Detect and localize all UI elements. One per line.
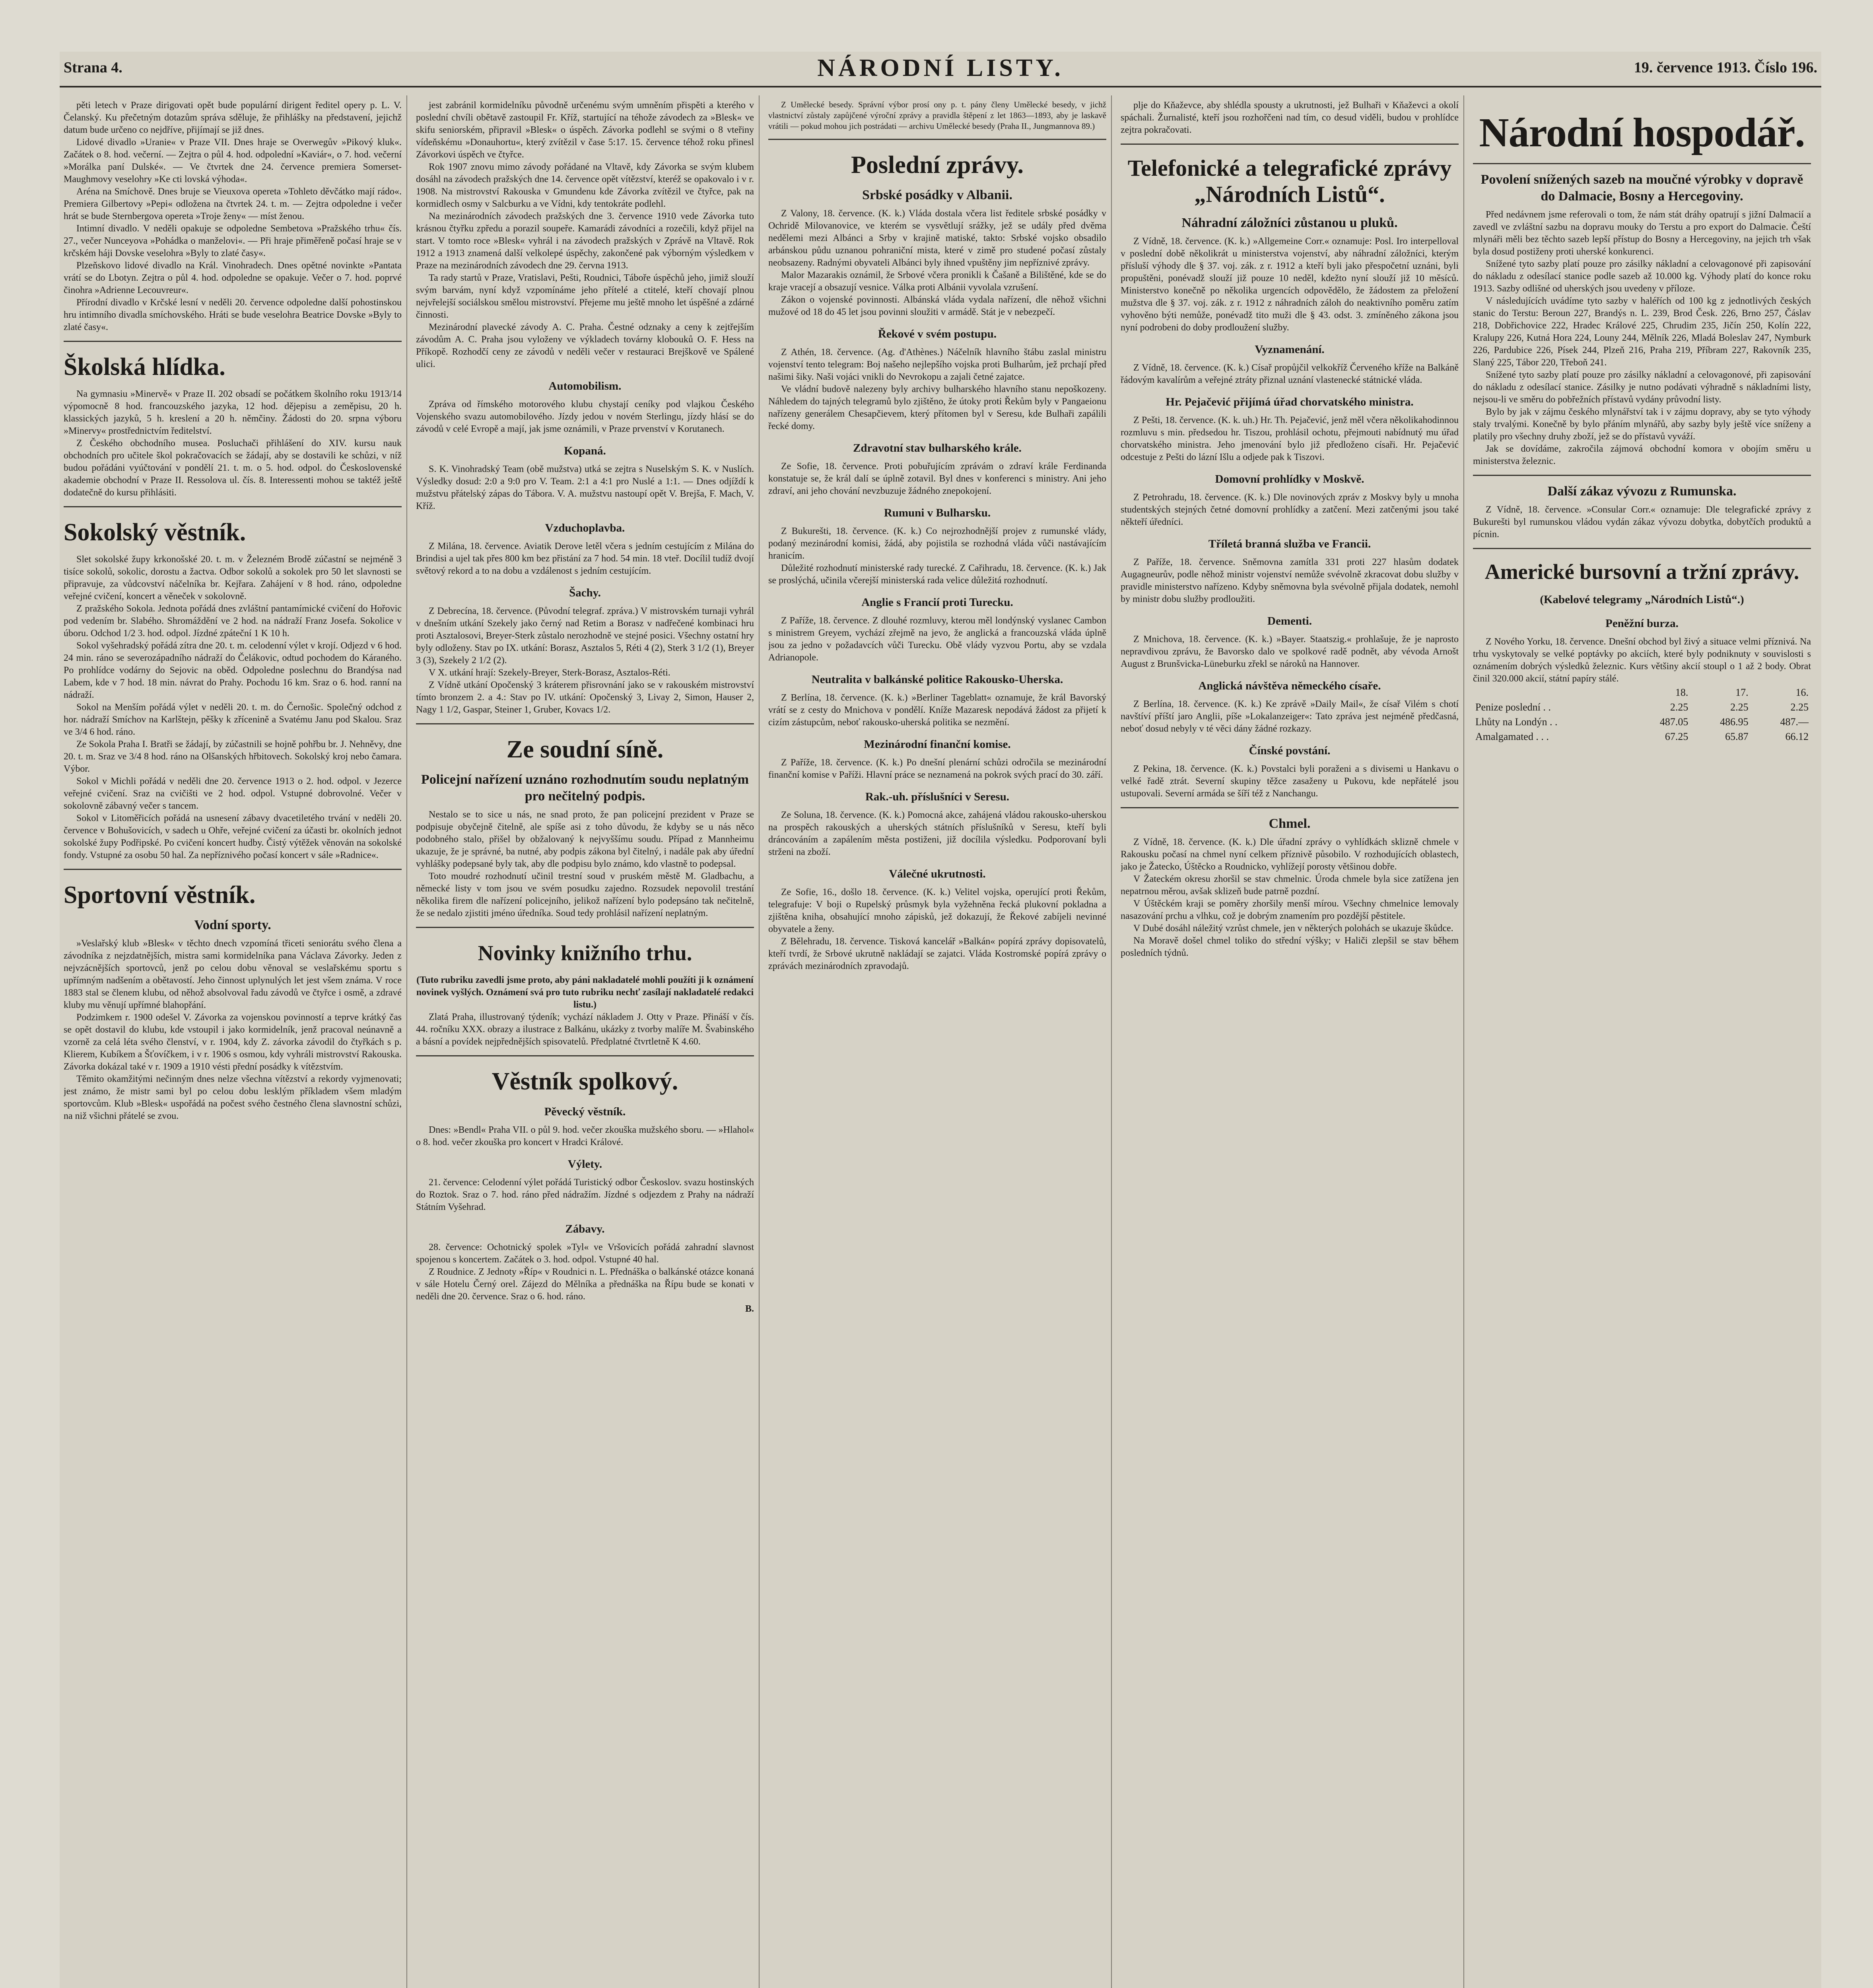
page-number: Strana 4.: [64, 59, 122, 76]
article-text: »Veslařský klub »Blesk« v těchto dnech vzpomíná třiceti seniorátu svého člena a závodníka z nejzdatnějších, mistra sami kormidelníka pana Václava Závorky. Jeden z nejvzácnějších sportovců, jenž po celou dobu věnoval se veslařskému sportu s upřímným nadšením a obětavostí. Jeho činnost uplynulých let jest všem známa. V roce 1883 stal se členem klubu, od něhož absolvoval řadu závodů ve čtyřce i osmě, a zdravé kluby mu věnují upřímné blahopřání.: [64, 938, 402, 1010]
article-text: Sokol v Litoměřicích pořádá na usnesení zábavy dvacetiletého trvání v neděli 20. července v Bohušovicích, v sadech u Ohře, veřejné cvičení za účasti br. okolních jednot sokolské župy Podřipské. Po cvičení koncert hudby. Čistý výtěžek věnován na sokolské fondy. Vstupné za osobu 50 hal. Za nepříznivého počasí koncert v sále »Radnice«.: [64, 813, 402, 860]
column-divider: [759, 95, 760, 1988]
page-header: [60, 52, 1821, 87]
article-text: Lidové divadlo »Uranie« v Praze VII. Dnes hraje se Overwegův »Pikový kluk«. Začátek o 8. hod. večerní. — Zejtra o půl 4. hod. odpolední »Kaviár«, o 7. hod. večerní »Morálka paní Dulské«. — Ve čtvrtek dne 24. července premiera Somerset-Maughmovy veselohry »Ke cti lovská výhoda«.: [64, 137, 402, 184]
column-divider: [1111, 95, 1112, 1988]
issue-date: 19. července 1913. Číslo 196.: [1634, 59, 1817, 76]
subheading: Policejní nařízení uznáno rozhodnutím soudu neplatným pro nečitelný podpis.: [421, 772, 749, 804]
column-4: [1121, 99, 1459, 1988]
article-text: V Úštěckém kraji se poměry zhoršily menší mírou. Všechny chmelnice lemovaly nasazování prchu a vlhku, což je dobrým znamením pro pozdější pěstitele.: [1121, 899, 1459, 921]
article-text: Dnes: »Bendl« Praha VII. o půl 9. hod. večer zkouška mužského sboru. — »Hlahol« o 8. hod. večer zkouška pro koncert v Hradci Králové.: [416, 1125, 754, 1147]
subheading: Vodní sporty.: [194, 918, 271, 932]
subheading: Zdravotní stav bulharského krále.: [853, 442, 1022, 454]
section-rule: [416, 1055, 754, 1056]
article-text: Z Vídně, 18. července. (K. k.) »Allgemeine Corr.« oznamuje: Posl. Iro interpelloval v poslední době několikrát u ministerstva vojenství, aby náhradní záložníci, kterým přísluší výhody dle § 37. voj. zák. z r. 1912 a kteří byli jako přespočetní uznáni, byli propuštěni, ponévadž slouží již pouze 10 neděl, kdežto nyní slouží již 10 měsíců. Ministerstvo konečně po několika urgencích odpovědělo, že žádostem za přeložení mužstva dle § 37. voj. zák. z r. 1912 z náhradních záloh do neaktivního poměru zatím vyhověno býti nemůže, ponévadž tito muži dle § 43. odst. 3. zmíněného zákona jsou nyní podrobeni do doby prodloužení služby.: [1121, 236, 1459, 333]
newspaper-page: [60, 52, 1821, 1988]
article-text: Z Berlína, 18. července. (K. k.) »Berliner Tageblatt« oznamuje, že král Bavorský vrátí se z cesty do Mnichova v pondělí. Kníže Mazaresk nepodává žádost za přijetí k cizím zástupcům, neboť rakousko-uherská politika se nezmění.: [768, 693, 1106, 728]
subheading: Dementi.: [1267, 615, 1312, 627]
article-text: Zlatá Praha, illustrovaný týdeník; vychází nákladem J. Otty v Praze. Přináší v čís. 44. ročníku XXX. obrazy a ilustrace z Balkánu, ukázky z tvorby malíře M. Švabinského a básní a povídek nejpřednějších spisovatelů. Předplatné čtvrtletně K 4.60.: [416, 1012, 754, 1047]
article-text: Jak se dovídáme, zakročila zájmová obchodní komora v obojím směru u ministerstva železnic.: [1473, 444, 1811, 466]
article-text: jest zabránil kormidelníku původně určenému svým umněním přispěti a kterého v poslední chvíli obětavě zastoupil Fr. Kříž, startující na téhože závodech za »Blesk« ve skifu seniorském, připravil »Blesk« o úspěch. Závorka podlehl se svými o 8 vteřiny vídeňskému »Donauhortu«, který zvítězil v čase 5:17. 15. července téhož roku přinesl Závorkovi úspěch ve čtyřce.: [416, 100, 754, 160]
section-heading-clubs: Věstník spolkový.: [492, 1068, 678, 1095]
table-cell: 65.87: [1725, 731, 1749, 742]
subheading: Mezinárodní finanční komise.: [864, 738, 1011, 751]
article-text: V následujících uvádíme tyto sazby v haléřích od 100 kg z jednotlivých českých stanic do Terstu: Beroun 227, Brandýs n. L. 239, Brod Česk. 226, Brno 257, Čáslav 218, Dobřichovice 222, Hradec Králové 225, Chrudim 235, Jičín 250, Kolín 222, Kralupy 226, Kutná Hora 224, Louny 244, Mělník 226, Mladá Boleslav 247, Nymburk 226, Pardubice 226, Písek 244, Plzeň 216, Praha 219, Příbram 227, Rakovník 235, Slaný 225, Tábor 220, Třeboň 241.: [1473, 296, 1811, 368]
header-rule: [60, 86, 1821, 87]
article-text: Na gymnasiu »Minervě« v Praze II. 202 obsadí se počátkem školního roku 1913/14 výpomocně 8 hod. francouzského jazyka, 12 hod. dějepisu a zeměpisu, 20 h. klassických jazyků, 5 h. kreslení a 20 h. němčiny. Žádosti do 20. srpna výboru »Minervy« prostřednictvím ředitelství.: [64, 389, 402, 436]
article-text: Sokol vyšehradský pořádá zítra dne 20. t. m. celodenní výlet v krojí. Odjezd v 6 hod. 24 min. ráno se severozápadního nádraží do Čelákovic, odtud pochodem do Káraného. Po prohlídce vodárny do Sejovic na oběd. Odpoledne poslechnu do Brandýsa nad Labem, kde v 7 hod. 18 min. návrat do Prahy. Pochodu 16 km. Sraz o 6. hod. ranní na nádraží.: [64, 641, 402, 700]
article-text: Sokol v Michli pořádá v neděli dne 20. července 1913 o 2. hod. odpol. v Jezerce veřejné cvičení. Sraz na cvičišti ve 2 hod. odpol. Vstupné dobrovolné. Večer v sokolovně zábavný večer s tancem.: [64, 776, 402, 811]
article-text: (Tuto rubriku zavedli jsme proto, aby páni nakladatelé mohli použíti ji k oznámení novinek vyšlých. Oznámení svá pro tuto rubriku nechť zasílají nakladatelé redakci listu.): [416, 975, 754, 1010]
subheading: Vyznamenání.: [1255, 343, 1325, 356]
article-text: Nestalo se to sice u nás, ne snad proto, že pan policejní prezident v Praze se podpisuje obyčejně čitelně, ale spíše asi z toho důvodu, že kdyby se u nás něco podobného stalo, přišel by obžalovaný k nejvyššímu soudu. Případ z Mannheimu ukazuje, že je správné, ba nutné, aby podpis zákona byl čitelný, i nadále pak aby úřední vyhlášky podepsané byly tak, aby dle podpisu bylo známo, kdo vlastně to podepsal.: [416, 810, 754, 869]
section-rule: [1473, 475, 1811, 476]
column-1: [64, 99, 402, 1988]
article-text: Z Nového Yorku, 18. července. Dnešní obchod byl živý a situace velmi příznivá. Na trhu vyskytovaly se velké poptávky po akciích, které byly podniknuty v souvislosti s oznámením dobrých výsledků železnic. Kurs většiny akcií stoupl o 1 až 2 body. Obrat činil 320.000 akcií, státní papíry stálé.: [1473, 637, 1811, 684]
article-text: Ze Sokola Praha I. Bratři se žádají, by zúčastnili se hojně pohřbu br. J. Nehněvy, dne 20. t. m. Sraz ve 3/4 8 hod. ráno na Olšanských hřbitovech. Sokolský kroj nebo čamara. Výbor.: [64, 739, 402, 774]
article-text: Před nedávnem jsme referovali o tom, že nám stát dráhy opatrují s jižní Dalmacií a zavedl ve zvláštní sazbu na dopravu mouky do Terstu a pro export do Dalmacie. Čeští mlynáři měli bez těchto sazeb lepší přístup do Bosny a Hercegoviny, na jejich trh však byla dosud postiženy proti uherské konkurenci.: [1473, 210, 1811, 257]
subheading: Další zákaz vývozu z Rumunska.: [1547, 484, 1737, 499]
article-text: Bylo by jak v zájmu českého mlynářství tak i v zájmu dopravy, aby se tyto výhody staly trvalými. Konečně by bylo přáním mlynářů, aby sazby byly ještě více sníženy a platily pro všechny druhy zboží, jež se do přístavů vyváží.: [1473, 407, 1811, 442]
article-text: Důležité rozhodnutí ministerské rady turecké. Z Cařihradu, 18. července. (K. k.) Jak se proslýchá, učinila včerejší ministerská rada velice důležitá rozhodnutí.: [768, 563, 1106, 586]
subheading: Výlety.: [567, 1158, 602, 1171]
subheading: Neutralita v balkánské politice Rakousko-Uherska.: [811, 673, 1063, 686]
article-text: Z pražského Sokola. Jednota pořádá dnes zvláštní pantamímické cvičení do Hořovic pod vedením br. Slabého. Shromáždění ve 2 hod. na nádraží Franz Josefa. Sokolice v úboru. Odchod 1/2 3. hod. odpol. Jízdné zpáteční 1 K 10 h.: [64, 604, 402, 639]
article-text: Podzimkem r. 1900 odešel V. Závorka za vojenskou povinností a teprve krátký čas se opět dostavil do klubu, kde vstoupil i jako kormidelník, jenž pracoval neúnavně a vzorně za celá léta svého členství, v r. 1904, kdy Z. závorka závodil do čtyřkách s p. Klierem, Kubíkem a Šťovíčkem, i v r. 1906 s osmou, kdy vyhráli mistrovství Rakouska. Závorka dokázal také v r. 1909 a 1910 vésti přední posádky k vítězstvím.: [64, 1012, 402, 1072]
article-text: Snížené tyto sazby platí pouze pro zásilky nákladní a celovagonové, při zapisování do nákladu z odesílací stanice. Zásilky je nutno podávati výhradně s nákladními listy, nejsou-li ve směru do pobřežních přístavů vydány průvodní listy.: [1473, 370, 1811, 405]
section-heading-american-exchange: Americké bursovní a tržní zprávy.: [1484, 560, 1799, 584]
subheading: Šachy.: [569, 586, 601, 599]
section-rule: [416, 927, 754, 928]
table-row: [1473, 700, 1811, 714]
subheading: Kopaná.: [564, 445, 606, 457]
article-text: Z Milána, 18. července. Aviatik Derove letěl včera s jedním cestujícím z Milána do Brindisi a ujel tak přes 800 km bez přistání za 7 hod. 54 min. 18 vteř. Docílil tudíž dvojí světový rekord a to na dobu a vzdálenost s jedním cestujícím.: [416, 541, 754, 576]
article-text: Z Vídně, 18. července. (K. k.) Dle úřadní zprávy o vyhlídkách sklizně chmele v Rakousku počasí na chmel nyní celkem příznivě působilo. V rozhodujících oblastech, jako je Žatecko, Úštěcko a Roudnicko, vyhlížejí porosty většinou dobře.: [1121, 837, 1459, 872]
subheading: Vzduchoplavba.: [545, 522, 625, 534]
subheading: (Kabelové telegramy „Národních Listů“.): [1540, 593, 1744, 606]
article-text: Ve vládní budově nalezeny byly archivy bulharského hlavního stanu nepoškozeny. Náhledem do tajných telegramů bylo zjištěno, že útoky proti Řekům byly v Pangaeionu nařízeny generálem Chesapčievem, který přítomen byl v Seresu, kde Bulhaři zapálili řecké domy.: [768, 384, 1106, 431]
article-text: 21. července: Celodenní výlet pořádá Turistický odbor Českoslov. svazu hostinských do Roztok. Sraz o 7. hod. ráno před nádražím. Jízdné s odjezdem z Prahy na nádraží Státním Vyšehrad.: [416, 1177, 754, 1212]
article-text: Z Debrecína, 18. července. (Původní telegraf. zpráva.) V mistrovském turnaji vyhrál v dnešním utkání Szekely jako černý nad Retim a Borasz v nadřečené kombinaci hru proti Asztalosovi, Breyer-Sterk zůstalo nerozhodně ve stejné posici. Všechny ostatní hry byly odloženy. Stav po IX. utkání: Borasz, Asztalos 5, Réti 4 (2), Sterk 3 1/2 (1), Breyer 3 (3), Szekely 2 1/2 (2).: [416, 606, 754, 666]
table-cell: 487.05: [1659, 716, 1688, 728]
article-text: plje do Kňaževce, aby shlédla spousty a ukrutnosti, jež Bulhaři v Kňaževci a okolí spáchali. Žurnalisté, kteří jsou rozhořčeni nad tím, co desud viděli, budou v prohlídce zejtra pokračovati.: [1121, 100, 1459, 135]
article-text: Toto moudré rozhodnutí učinil trestní soud v pruském městě M. Gladbachu, a německé listy v tom jsou ve svém posudku zajedno. Rozsudek nepovolil trestání několika firem dle nařízení policejního, jelikož nařízení bylo podepsáno tak nečitelně, že se nedalo zjistiti jméno úředníka. Soud tedy prohlásil nařízení neplatným.: [416, 871, 754, 918]
article-text: Na Moravě došel chmel toliko do střední výšky; v Haliči zlepšil se stav během posledních týdnů.: [1121, 936, 1459, 958]
article-text: Sokol na Menším pořádá výlet v neděli 20. t. m. do Černošic. Společný odchod z hor. nádraží Smíchov na Karlštejn, pěšky k zřícenině a Svatému Janu pod Skalou. Sraz ve 3/4 6 hod. ráno.: [64, 702, 402, 737]
article-text: Snížené tyto sazby platí pouze pro zásilky nákladní a celovagonové při zapisování do nákladu z odesílací stanice podle sazeb až 10.000 kg. Výhody platí do konce roku 1913. Sazby odlišné od uherských jsou uvedeny v příloze.: [1473, 259, 1811, 294]
section-rule: [64, 506, 402, 507]
article-text: Z Paříže, 18. července. Sněmovna zamítla 331 proti 227 hlasům dodatek Augagneurův, podle něhož ministr vojenství nemůže svévolně zkracovat dobu služby v pravidle ministerstvo nařízeno. Kdyby sněmovna byla svévolně přijala dodatek, nemohl by ministr dobu služby prodloužiti.: [1121, 557, 1459, 604]
column-2: [416, 99, 754, 1988]
article-text: Ze Sofie, 18. července. Proti pobuřujícím zprávám o zdraví krále Ferdinanda konstatuje se, že král dalí se úplně zotavil. Byl dnes v konferenci s ministry. Ani jeho zdraví, ani jeho chování nevzbuzuje žádného znepokojení.: [768, 461, 1106, 496]
section-heading-court: Ze soudní síně.: [506, 736, 664, 763]
subheading: Peněžní burza.: [1605, 617, 1679, 630]
subheading: Hr. Pejačević přijímá úřad chorvatského ministra.: [1166, 396, 1414, 408]
section-heading-sport: Sportovní věstník.: [64, 881, 256, 909]
article-text: Z Bělehradu, 18. července. Tisková kancelář »Balkán« popírá zprávy dopisovatelů, kteří tvrdí, že Srbové ukrutně nakládají se zajatci. Vláda Kostromské popírá zprávy o zprávách mezinárodních zpravodajů.: [768, 936, 1106, 971]
masthead: NÁRODNÍ LISTY.: [817, 54, 1064, 82]
section-heading-books: Novinky knižního trhu.: [478, 941, 692, 965]
article-text: Z Umělecké besedy. Správní výbor prosí ony p. t. pány členy Umělecké besedy, v jichž vlastnictví zůstaly zapůjčené výroční zprávy a pravidla štěpení z let 1863—1893, aby je laskavě vrátili — pokud mohou jich postrádati — archivu Umělecké besedy (Praha II., Jungmannova 89.): [768, 100, 1106, 131]
subheading: Anglická návštěva německého císaře.: [1198, 679, 1381, 692]
subheading: Povolení snížených sazeb na moučné výrobky v dopravě do Dalmacie, Bosny a Hercegoviny.: [1481, 172, 1803, 204]
article-text: Na mezinárodních závodech pražských dne 3. července 1910 vede Závorka tuto krásnou čtyřku zpředu a porazil soupeře. Kamarádi závodníci a rozečili, když přijel na start. V tomto roce »Blesk« vyhrál i na závodech pražských v Zprávě na Vltavě. Rok 1912 a 1913 znamená další velkolepé úspěchy, zakončené pak výborným výsledkem v Praze na mezinárodních závodech dne 29. června 1913.: [416, 211, 754, 271]
article-text: Rok 1907 znovu mimo závody pořádané na Vltavě, kdy Závorka se svým klubem dosáhl na závodech pražských dne 14. července opět vítězství, kteréž se opakovalo i v r. 1908. Na mistrovství Rakouska v Gmundenu kde Závorka zvítězil ve čtyřce, pak na kormidlech osmy v Salcburku a ve Vídni, kdy tentokráte podlehl.: [416, 162, 754, 209]
column-divider: [1463, 95, 1464, 1988]
subheading: Náhradní záložníci zůstanou u pluků.: [1181, 215, 1398, 230]
article-text: Z Vídně, 18. července. (K. k.) Císař propůjčil velkokříž Červeného kříže na Balkáně řádovým kavalírům a veřejné ztráty přiznal uznání vlastenecké státnické vláda.: [1121, 363, 1459, 385]
section-heading-economy: Národní hospodář.: [1479, 110, 1805, 155]
article-text: V X. utkání hrají: Szekely-Breyer, Sterk-Borasz, Asztalos-Réti.: [429, 668, 670, 678]
article-text: Z Vídně utkání Opočenský 3 kráterem přisrovnání jako se v rakouském mistrovství tímto bronzem 2. a 4.: Stav po IV. utkání: Opočenský 3, Livay 2, Simon, Hauser 2, Nagy 1 1/2, Gaspar, Steiner 1, Gruber, Kovacs 1/2.: [416, 680, 754, 715]
table-header-cell: 18.: [1675, 687, 1688, 698]
article-text: Zpráva od římského motorového klubu chystají ceníky pod vlajkou Českého Vojenského svazu automobilového. Jízdy jedou v novém Sterlingu, jízdy hlásí se do závodů v celé Evropě a mají, jak jsme oznámili, v Praze prvenství v Korutanech.: [416, 399, 754, 434]
table-cell: 487.—: [1780, 716, 1809, 728]
subheading: Rumuni v Bulharsku.: [884, 507, 991, 519]
subheading: Pěvecký věstník.: [544, 1105, 626, 1118]
subheading: Automobilism.: [548, 380, 622, 392]
table-cell: 66.12: [1785, 731, 1809, 742]
section-rule: [1121, 144, 1459, 145]
section-heading-last-news: Poslední zprávy.: [851, 151, 1024, 179]
article-text: Z Valony, 18. července. (K. k.) Vláda dostala včera list ředitele srbské posádky v Ochridě Milovanovice, ve kterém se vysvětlují srážky, jež se udály před dvěma nedělemi mezi Albánci a Srby v krajině matiské, takto: Srbské vojsko obsadilo arbánskou půdu uznanou pohraniční mista, které v zimě pro studené počasí zůstaly neobsazeny. Radnými obyvateli Albánci byly ihned vpuštěny jim nepříznivé zprávy.: [768, 208, 1106, 268]
column-5: [1473, 99, 1811, 1988]
article-text: Intimní divadlo. V neděli opakuje se odpoledne Sembetova »Pražského trhu« čís. 27., večer Nunceyova »Pohádka o manželovi«. — Při hraje přiměřeně počasí hraje se v krčském háji Dovske veselohra »Byly to zlaté časy«.: [64, 223, 402, 258]
subheading: Chmel.: [1269, 816, 1311, 831]
subheading: Tříletá branná služba ve Francii.: [1208, 538, 1371, 550]
subheading: Čínské povstání.: [1249, 744, 1331, 757]
article-text: Z Paříže, 18. července. (K. k.) Po dnešní plenární schůzi odročila se mezinárodní finanční komise v Paříži. Hlavní práce se neznamená na pokrok svých prací do 30. září.: [768, 757, 1106, 780]
table-cell: 486.95: [1720, 716, 1749, 728]
section-rule: [1473, 163, 1811, 164]
section-heading-school: Školská hlídka.: [64, 353, 225, 381]
article-text: Z Petrohradu, 18. července. (K. k.) Dle novinových zpráv z Moskvy byly u mnoha studentských stejných četné domovní prohlídky a zatčení. Mezi zatčenými jsou také někteří úředníci.: [1121, 492, 1459, 527]
article-text: S. K. Vinohradský Team (obě mužstva) utká se zejtra s Nuselským S. K. v Nuslích. Výsledky dosud: 2:0 a 9:0 pro V. Team. 2:1 a 4:1 pro Nuslé a 1:1. — Dnes odjíždí k mužstvu přátelský zápas do Tábora. V. A. mužstvu nastoupí opět V. Brejša, F. Mach, V. Kříž.: [416, 464, 754, 511]
section-rule: [416, 723, 754, 724]
article-text: Z Pekina, 18. července. (K. k.) Povstalci byli poraženi a s divisemi u Hankavu o velké řadě ztrát. Severní skupiny těžce zasaženy u Pukovu, kde nepřátelé jsou ustupovali. Severní armáda se šíří též z Nanchangu.: [1121, 764, 1459, 799]
article-text: V Dubé dosáhl náležitý vzrůst chmele, jen v některých polohách se ukazuje škůdce.: [1133, 923, 1453, 934]
article-text: Z Českého obchodního musea. Posluchači přihlášení do XIV. kursu nauk obchodních pro učitele škol pokračovacích se žádají, aby se dostavili ke schůzi, v níž budou pořádáni vyúčtování v pondělí 21. t. m. o 5. hod. odpol. do Československé akademie obchodní v Praze II. Ressolova ul. čís. 8. Interessenti mohou se taktéž ještě dodatečně do kursu přihlásiti.: [64, 438, 402, 498]
table-cell: Penize poslední . .: [1475, 701, 1551, 713]
article-text: Zákon o vojenské povinnosti. Albánská vláda vydala nařízení, dle něhož všichni mužové od 18 do 45 let jsou povinni sloužiti v armádě. Stát je v nebezpečí.: [768, 295, 1106, 317]
column-divider: [406, 95, 407, 1988]
article-text: Mezinárodní plavecké závody A. C. Praha. Čestné odznaky a ceny k zejtřejším závodům A. C. Praha jsou vyloženy ve výkladech továrny klobouků O. F. Hess na Příkopě. Rozhodčí ceny ze závodů v neděli večer v restauraci Brejškově ve Spálené ulici.: [416, 322, 754, 369]
article-text: Z Bukurešti, 18. července. (K. k.) Co nejrozhodnější projev z rumunské vlády, podaný mezinárodní komisi, žádá, aby pojistila se rozhodná vláda vůči nastávajícím hranicím.: [768, 526, 1106, 561]
subheading: Rak.-uh. příslušníci v Seresu.: [865, 790, 1010, 803]
article-text: Z Mnichova, 18. července. (K. k.) »Bayer. Staatszig.« prohlašuje, že je naprosto nepravdivou zprávu, že Bavorsko dalo ve spolkové radě podnět, aby vévoda Arnošt August z Brunšvicka-Lüneburku zřekl se nároků na Hannover.: [1121, 634, 1459, 669]
table-cell: 67.25: [1665, 731, 1688, 742]
article-text: Slet sokolské župy krkonošské 20. t. m. v Železném Brodě zúčastní se nejméně 3 tisíce sokolů, sokolic, dorostu a žactva. Odbor sokolů a sokolek pro 50 let slavnosti se připravuje, za vůdcovství náčelníka br. Kejřara. Zahájení v 8 hod. ráno, odpoledne veřejné cvičení, koncert a věneček v sokolovně.: [64, 554, 402, 602]
article-text: 28. července: Ochotnický spolek »Tyl« ve Vršovicích pořádá zahradní slavnost spojenou s koncertem. Začátek o 3. hod. odpol. Vstupné 40 hal.: [416, 1242, 754, 1265]
table-header-cell: [1473, 685, 1630, 700]
article-text: Přírodní divadlo v Krčské lesní v neděli 20. července odpoledne další pohostinskou hru intimního divadla smíchovského. Hráti se bude veselohra Beatrice Dovske »Byly to zlaté časy«.: [64, 297, 402, 332]
article-text: Plzeňskovo lidové divadlo na Král. Vinohradech. Dnes opětné novinkte »Pantata vrátí se do Lbotyn. Zejtra o půl 4. hod. odpoledne se opakuje. Večer o 7. hod. poprvé činohra »Adrienne Lecouvreur«.: [64, 260, 402, 295]
article-text: Z Roudnice. Z Jednoty »Říp« v Roudnici n. L. Přednáška o balkánské otázce konaná v sále Hotelu Černý orel. Zájezd do Mělníka a přednáška na Řípu bude se konati v neděli dne 20. července. Sraz o 6. hod. ráno.: [416, 1267, 754, 1302]
article-text: Malor Mazarakis oznámil, že Srbové včera pronikli k Čašaně a Bilištěné, kde se do kraje vracejí a obsazují vesnice. Válka proti Albánii vyvolala vzrušení.: [768, 270, 1106, 293]
subheading: Zábavy.: [565, 1223, 605, 1235]
subheading: Anglie s Francií proti Turecku.: [861, 596, 1013, 609]
section-rule: [1121, 807, 1459, 808]
article-text: Ze Soluna, 18. července. (K. k.) Pomocná akce, zahájená vládou rakousko-uherskou na prospěch rakouských a uherských státních příslušníků v Seresu, kteří byli dráncováním a zapálením města postiženi, již docílila výsledku. Podporovaní byli strženi na zboží.: [768, 810, 1106, 857]
section-heading-telegraph: Telefonické a telegrafické zprávy „Národních Listů“.: [1127, 155, 1452, 207]
table-header-cell: 16.: [1795, 687, 1809, 698]
article-text: Z Berlína, 18. července. (K. k.) Ke zprávě »Daily Mail«, že císař Vilém s chotí navštíví příští jaro Anglii, píše »Lokalanzeiger«: Tato zpráva jest nejméně předčasná, neboť dosud nebyly v té věci dány žádné rozkazy.: [1121, 699, 1459, 734]
table-cell: Amalgamated . . .: [1475, 731, 1549, 742]
section-rule: [64, 341, 402, 342]
column-3: [768, 99, 1106, 1988]
table-row: [1473, 729, 1811, 744]
article-text: Ta rady startů v Praze, Vratislavi, Pešti, Roudnici, Táboře úspěchů jeho, jimiž slouží svým barvám, nyní když vzpomínáme jeho přítelé a ctitelé, kteří chovají plnou nejvřelejší sociálskou smělou mistrovství. Přejeme mu ještě mnoho let úspěšné a zdárné činnosti.: [416, 273, 754, 320]
article-text: Těmito okamžitými nečinným dnes nelze všechna vítězství a rekordy vyjmenovati; jest známo, že mistr sami byl po celou dobu lesklým příkladem všem mladým sportovcům. Klub »Blesk« uspořádá na počest svého čestného člena slavnostní schůzi, na niž všichni přátelé se zvou.: [64, 1074, 402, 1121]
signature: B.: [745, 1304, 754, 1314]
article-text: Z Paříže, 18. července. Z dlouhé rozmluvy, kterou měl londýnský vyslanec Cambon s ministrem Greyem, vychází zřejmě na jevo, že anglická a francouzská vláda úplně jsou za jedno v požadavcích vůči Turecku. Obě vlády vyzvou Portu, aby se vzdala Adrianopole.: [768, 615, 1106, 663]
article-text: pěti letech v Praze dirigovati opět bude populární dirigent ředitel opery p. L. V. Čelanský. Ku přečetným dotazům správa sděluje, že přihlášky na představení, jejichž datum bude určeno co nejdříve, přijímají se již dnes.: [64, 100, 402, 135]
article-text: V Žateckém okresu zhoršil se stav chmelnic. Úroda chmele byla sice zatížena jen nepatrnou měrou, avšak sklizeň bude patrně pozdní.: [1121, 874, 1459, 897]
article-text: Z Vídně, 18. července. »Consular Corr.« oznamuje: Dle telegrafické zprávy z Bukurešti byl rumunskou vládou vydán zákaz vývozu dobytka, dobytčích produktů a pícnin.: [1473, 505, 1811, 540]
article-text: Ze Sofie, 16., došlo 18. července. (K. k.) Velitel vojska, operující proti Řekům, telegrafuje: V boji o Rupelský průsmyk byla vyžehněna řecká plukovní pokladna a zjištěna kniha, obsahující mnoho zápisků, jež dokazují, že Řekové zabíjeli nevinné obyvatele a ženy.: [768, 887, 1106, 934]
article-text: Aréna na Smíchově. Dnes bruje se Vieuxova opereta »Tohleto děvčátko mají rádo«. Premiera Gilbertovy »Pepi« odložena na čtvrtek 24. t. m. — Zejtra odpoledne i večer hrát se bude Sternbergova opereta »Troje ženy« — míst ženou.: [64, 186, 402, 221]
table-cell: 2.25: [1790, 701, 1809, 713]
table-cell: Lhůty na Londýn . .: [1475, 716, 1558, 728]
subheading: Srbské posádky v Albanii.: [862, 188, 1012, 202]
table-cell: 2.25: [1730, 701, 1749, 713]
section-rule: [768, 139, 1106, 140]
article-text: Z Athén, 18. července. (Ag. d'Athènes.) Náčelník hlavního štábu zaslal ministru vojenství tento telegram: Boj našeho nejlepšího vojska proti Bulharům, jež prchají před našimi šiky. Naši vojáci vnikli do Nevrokopu a zajali četné zajatce.: [768, 347, 1106, 382]
subheading: Válečné ukrutnosti.: [889, 868, 986, 880]
subheading: Řekové v svém postupu.: [878, 328, 997, 340]
market-table: [1473, 685, 1811, 744]
section-heading-sokol: Sokolský věstník.: [64, 519, 246, 546]
table-row: [1473, 714, 1811, 729]
article-text: Z Pešti, 18. července. (K. k. uh.) Hr. Th. Pejačević, jenž měl včera několikahodinnou rozmluvu s min. předsedou hr. Tiszou, prohlásil ochotu, přejmouti nabídnutý mu úřad chorvatského ministra. Jeho jmenování bylo již předloženo císaři. Hr. Pejačević odcestuje z Pešti do lázní Išlu a odjede pak k Tiszovi.: [1121, 415, 1459, 462]
table-header-row: [1473, 685, 1811, 700]
table-header-cell: 17.: [1735, 687, 1749, 698]
section-rule: [64, 869, 402, 870]
subheading: Domovní prohlídky v Moskvě.: [1215, 473, 1364, 485]
section-rule: [1473, 548, 1811, 549]
table-cell: 2.25: [1670, 701, 1688, 713]
